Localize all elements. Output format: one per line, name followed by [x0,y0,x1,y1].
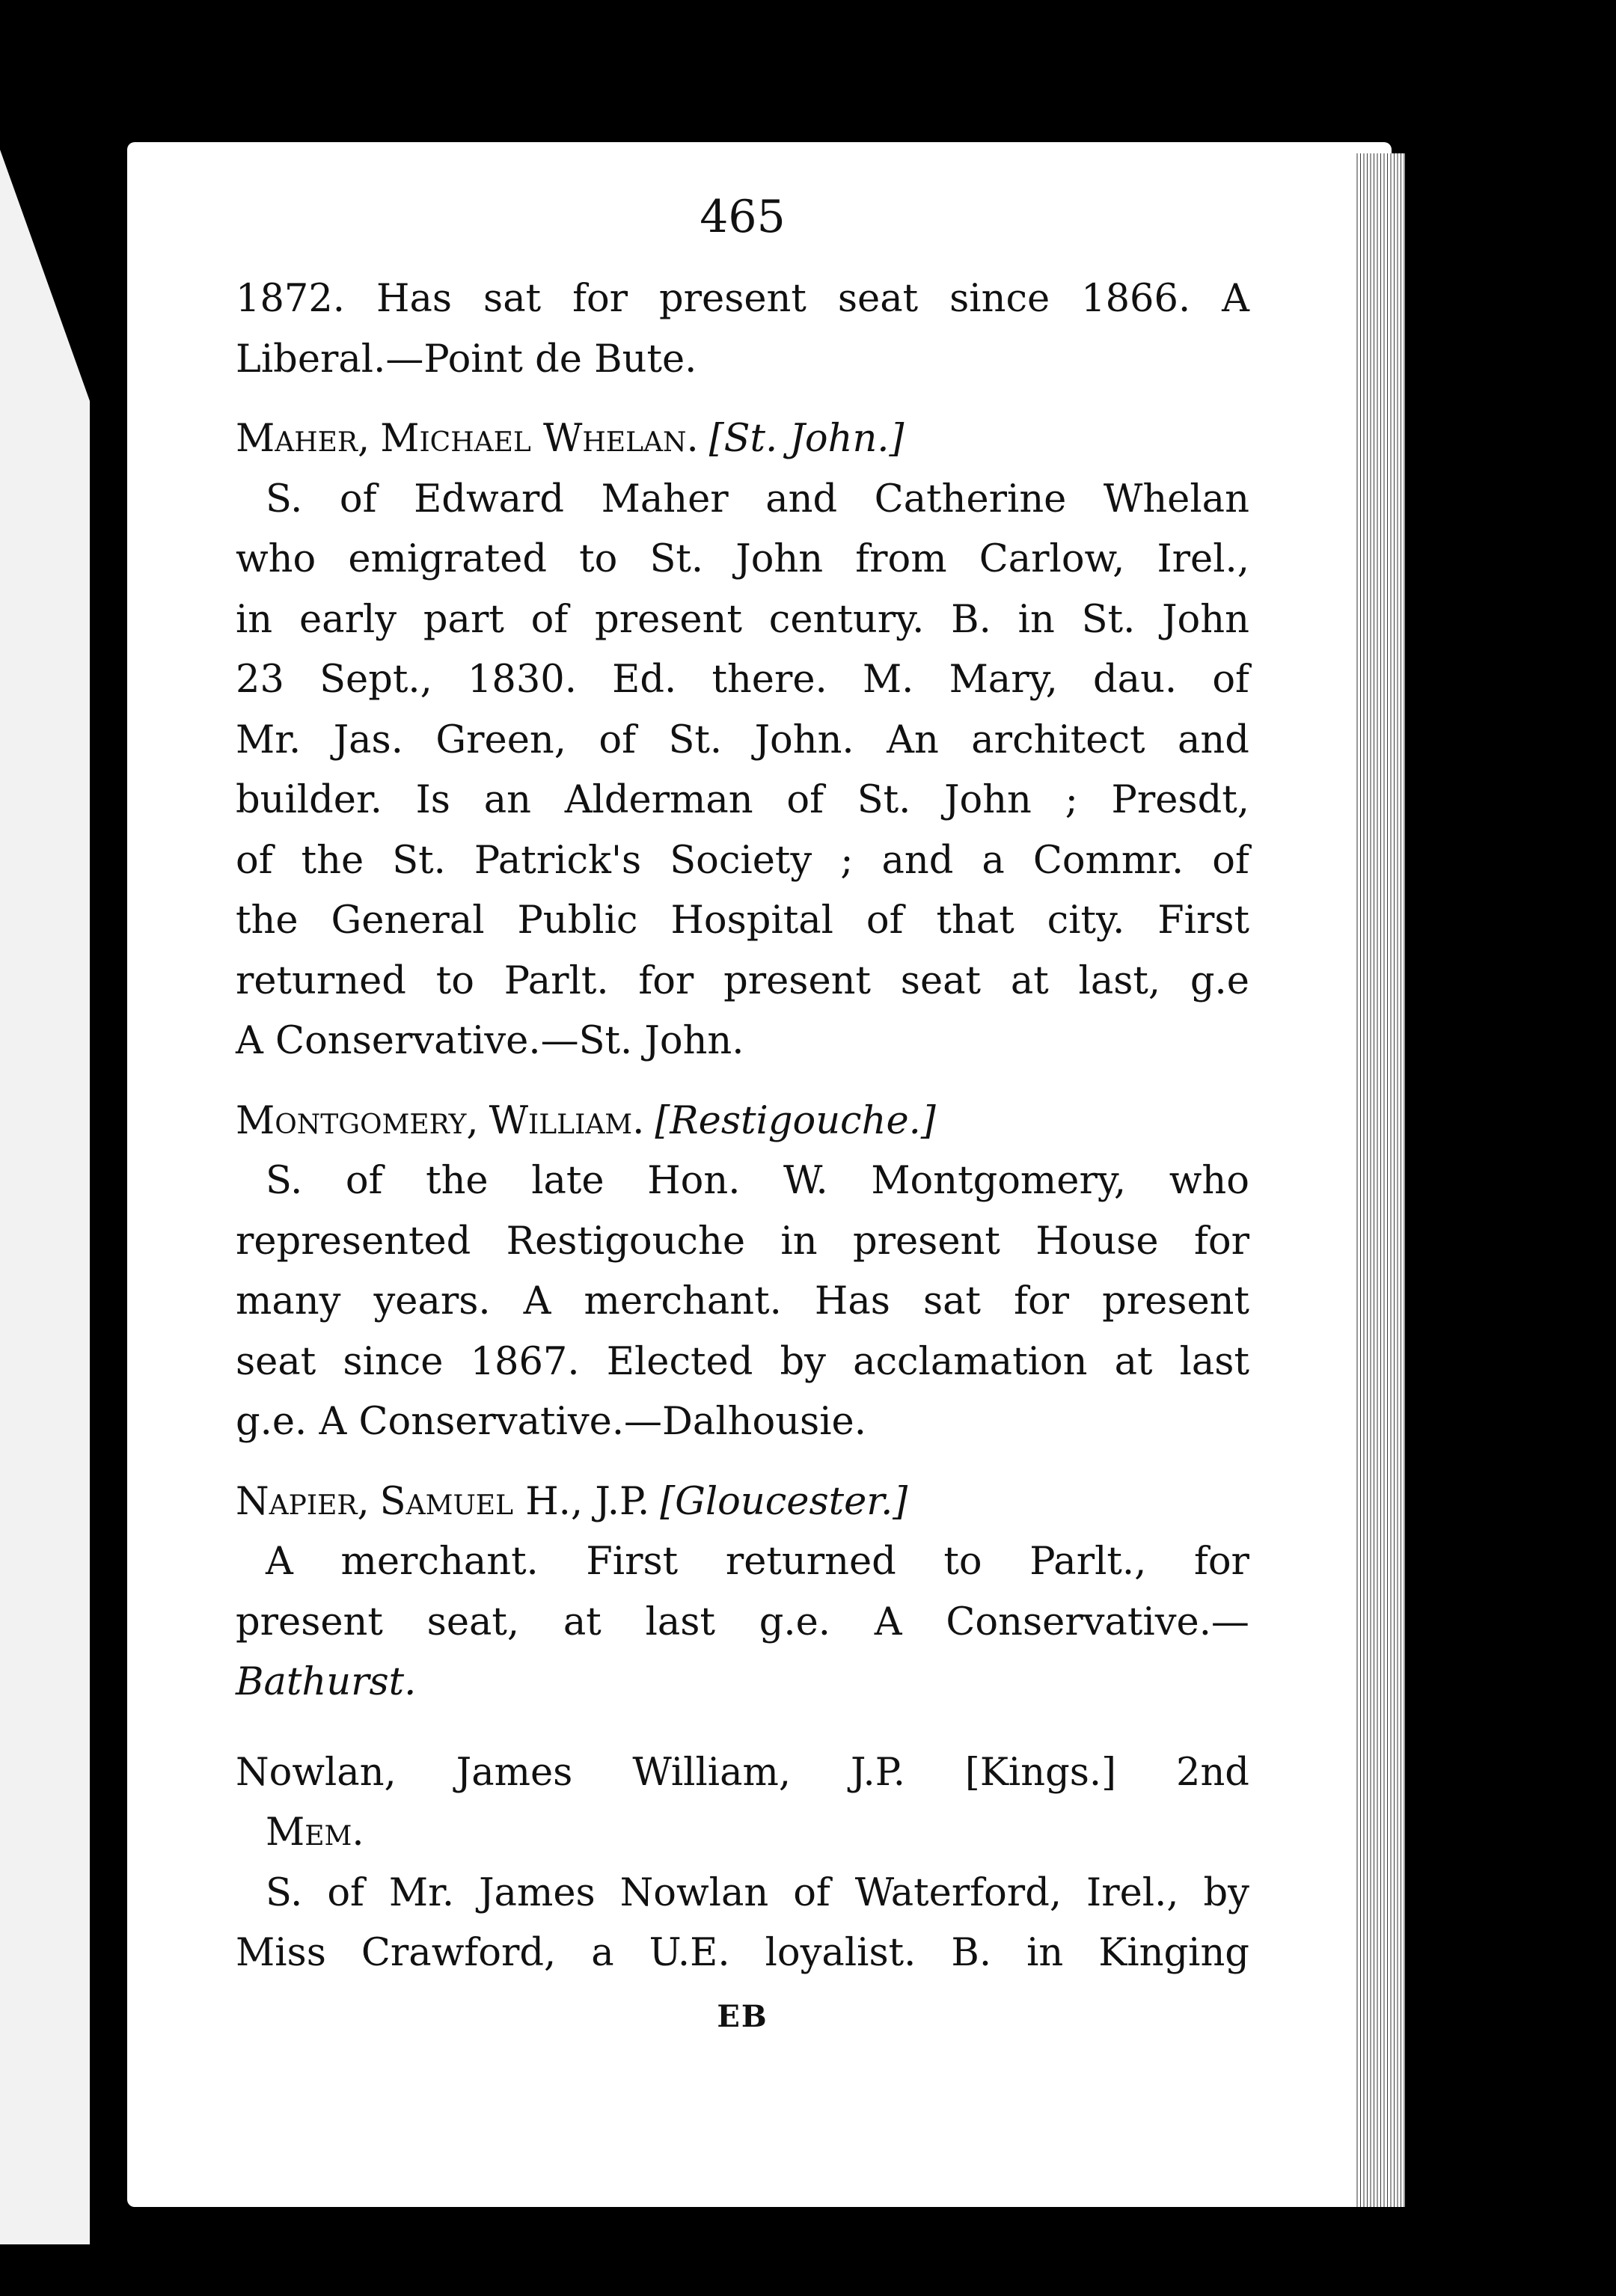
word: in [236,597,273,642]
word: 1866. [1081,277,1191,321]
word: Society [670,838,812,883]
word: seat, [426,1599,520,1644]
word: represented [236,1219,471,1264]
text-line [236,952,1249,1012]
text-line [236,1151,1249,1212]
word: and [1178,717,1249,762]
word: Is [415,778,450,822]
entry-riding: [Gloucester.] [660,1479,908,1524]
word: for [1193,1540,1249,1584]
word: Miss [236,1931,326,1975]
word: seat [837,277,919,321]
word: present [595,597,742,642]
word: A [1222,277,1249,321]
word: Elected [606,1339,753,1384]
word: part [423,597,504,642]
word: St. [392,838,446,883]
entry-continuation [236,269,1249,390]
word: since [343,1339,444,1384]
word: Mr. [236,717,302,762]
word: last [1179,1339,1249,1384]
word: for [1014,1279,1070,1323]
word: St. [857,778,911,822]
word: S. [266,1870,303,1915]
page-stack-edges [1354,153,1405,2207]
word: last, [1078,958,1161,1003]
word: many [236,1279,341,1323]
text-line: Liberal.—Point de Bute. [236,337,697,382]
word: Restigouche [506,1219,746,1264]
word: at [563,1599,602,1644]
page-number: 465 [700,191,786,243]
word: 23 [236,658,284,702]
word: dau. [1093,658,1178,702]
word: Waterford, [854,1870,1062,1915]
word: present [852,1219,1000,1264]
word: St. [1081,597,1136,642]
word: First [586,1540,679,1584]
word: of [786,778,824,822]
text-line [236,1593,1249,1653]
word: an [483,778,531,822]
word: ; [1065,778,1078,822]
text-line [236,1272,1249,1332]
word: from [855,537,947,581]
word: Maher [601,477,729,521]
entry-surname: Montgomery, [236,1098,479,1143]
word: for [572,277,628,321]
entry-riding: [Restigouche.] [655,1098,936,1143]
entry-surname: Napier, [236,1479,370,1524]
word: seat [900,958,982,1003]
word: emigrated [348,537,547,581]
word: Irel., [1157,537,1249,581]
word: merchant. [584,1279,782,1323]
word: Mary, [949,658,1058,702]
word: loyalist. [765,1931,916,1975]
text-line [236,891,1249,952]
word: by [780,1339,826,1384]
word: and [765,477,838,521]
word: Hon. [647,1159,741,1203]
word: of [1212,838,1249,883]
word: at [1114,1339,1153,1384]
text-line [236,269,1249,330]
text-line [236,1923,1249,1984]
word: First [1157,898,1249,943]
word: to [435,958,474,1003]
word: B. [951,1931,992,1975]
word: and [881,838,954,883]
word: of [236,838,273,883]
word: a [591,1931,614,1975]
word: Crawford, [361,1931,557,1975]
word: since [949,277,1050,321]
text-line [236,470,1249,530]
word: there. [711,658,827,702]
word: sat [922,1279,982,1323]
word: Commr. [1032,838,1184,883]
word: g.e [1190,958,1249,1003]
word: [Kings.] [964,1750,1117,1795]
word: Has [814,1279,890,1323]
word: S. [266,477,303,521]
word: last [645,1599,715,1644]
word: Edward [414,477,565,521]
word: g.e. [759,1599,830,1644]
word: Parlt. [504,958,609,1003]
word: early [299,597,397,642]
word: present [659,277,807,321]
word: in [1026,1931,1064,1975]
word: Parlt., [1029,1540,1147,1584]
word: city. [1047,898,1125,943]
entry-heading [236,1743,1249,1804]
word: in [1017,597,1055,642]
text-line [236,590,1249,651]
entry-napier [236,1472,1249,1713]
word: Public [517,898,638,943]
word: Whelan [1103,477,1249,521]
word: Has [376,277,453,321]
entry-given-name: Samuel H., J.P. [379,1479,650,1524]
word: of [599,717,636,762]
word: years. [373,1279,491,1323]
word: Presdt, [1111,778,1249,822]
word: a [982,838,1005,883]
word: House [1035,1219,1159,1264]
word: for [1194,1219,1249,1264]
word: by [1203,1870,1249,1915]
word: 2nd [1176,1750,1249,1795]
text-line [236,1332,1249,1393]
text-line [236,1532,1249,1593]
word: Carlow, [979,537,1125,581]
word: U.E. [649,1931,730,1975]
word: in [780,1219,818,1264]
word: St. [668,717,723,762]
entry-heading [236,1092,1249,1152]
text-line: g.e. A Conservative.—Dalhousie. [236,1400,866,1444]
word: James [479,1870,596,1915]
word: M. [862,658,914,702]
word: General [331,898,485,943]
entry-heading [236,409,1249,470]
word: of [345,1159,383,1203]
entry-montgomery [236,1092,1249,1453]
text-line [236,831,1249,892]
signature-mark: EB [717,1998,768,2034]
word: Green, [435,717,566,762]
facing-page-edge [0,150,90,2244]
word: Ed. [612,658,677,702]
word: 1867. [470,1339,580,1384]
word: acclamation [853,1339,1088,1384]
word: An [887,717,939,762]
word: of [530,597,569,642]
text-line [236,650,1249,711]
word: sat [483,277,542,321]
word: to [943,1540,982,1584]
word: the [236,898,299,943]
word: of [1212,658,1249,702]
word: St. [649,537,704,581]
word: Mr. [388,1870,455,1915]
word: Jas. [333,717,403,762]
word: who [1169,1159,1249,1203]
word: Irel., [1086,1870,1179,1915]
word: Nowlan [619,1870,769,1915]
word: William, [632,1750,792,1795]
word: for [638,958,694,1003]
entry-maher [236,409,1249,1072]
text-line: Mem. [266,1810,364,1855]
word: present [236,1599,383,1644]
word: John [944,778,1032,822]
word: Montgomery, [871,1159,1127,1203]
word: of [793,1870,830,1915]
word: builder. [236,778,382,822]
word: present [723,958,871,1003]
entry-riding: [St. John.] [708,417,905,461]
text-line: Bathurst. [236,1660,417,1704]
entry-given-name: William. [489,1098,645,1143]
word: Patrick's [474,838,642,883]
word: Hospital [670,898,833,943]
word: architect [971,717,1145,762]
text-line [236,1212,1249,1273]
word: Sept., [319,658,432,702]
word: to [579,537,618,581]
word: A [874,1599,902,1644]
entry-heading [236,1472,1249,1533]
word: John [735,537,824,581]
text-line: A Conservative.—St. John. [236,1019,744,1063]
text-line [236,530,1249,590]
word: that [936,898,1014,943]
text-line [236,1864,1249,1924]
word: James [456,1750,573,1795]
word: B. [951,597,991,642]
word: the [426,1159,489,1203]
word: present [1102,1279,1249,1323]
word: returned [725,1540,896,1584]
word: returned [236,958,406,1003]
word: J.P. [851,1750,905,1795]
word: W. [783,1159,828,1203]
word: Conservative.— [946,1599,1249,1644]
word: A [523,1279,551,1323]
entry-nowlan [236,1743,1249,1984]
word: 1872. [236,277,346,321]
text-line [236,711,1249,771]
word: of [339,477,377,521]
text-line [236,771,1249,831]
word: John [1162,597,1249,642]
word: the [301,838,364,883]
entry-given-name: Michael Whelan. [380,417,699,461]
page-text [236,172,1249,2047]
word: merchant. [340,1540,539,1584]
word: A [266,1540,293,1584]
word: Alderman [564,778,753,822]
word: seat [236,1339,316,1384]
word: John. [754,717,854,762]
word: S. [266,1159,303,1203]
word: late [531,1159,605,1203]
word: ; [840,838,854,883]
word: who [236,537,316,581]
word: 1830. [467,658,577,702]
word: of [866,898,904,943]
word: Kinging [1098,1931,1249,1975]
word: century. [768,597,925,642]
word: at [1010,958,1049,1003]
word: Nowlan, [236,1750,397,1795]
entry-surname: Maher, [236,417,370,461]
word: of [327,1870,364,1915]
word: Catherine [874,477,1067,521]
